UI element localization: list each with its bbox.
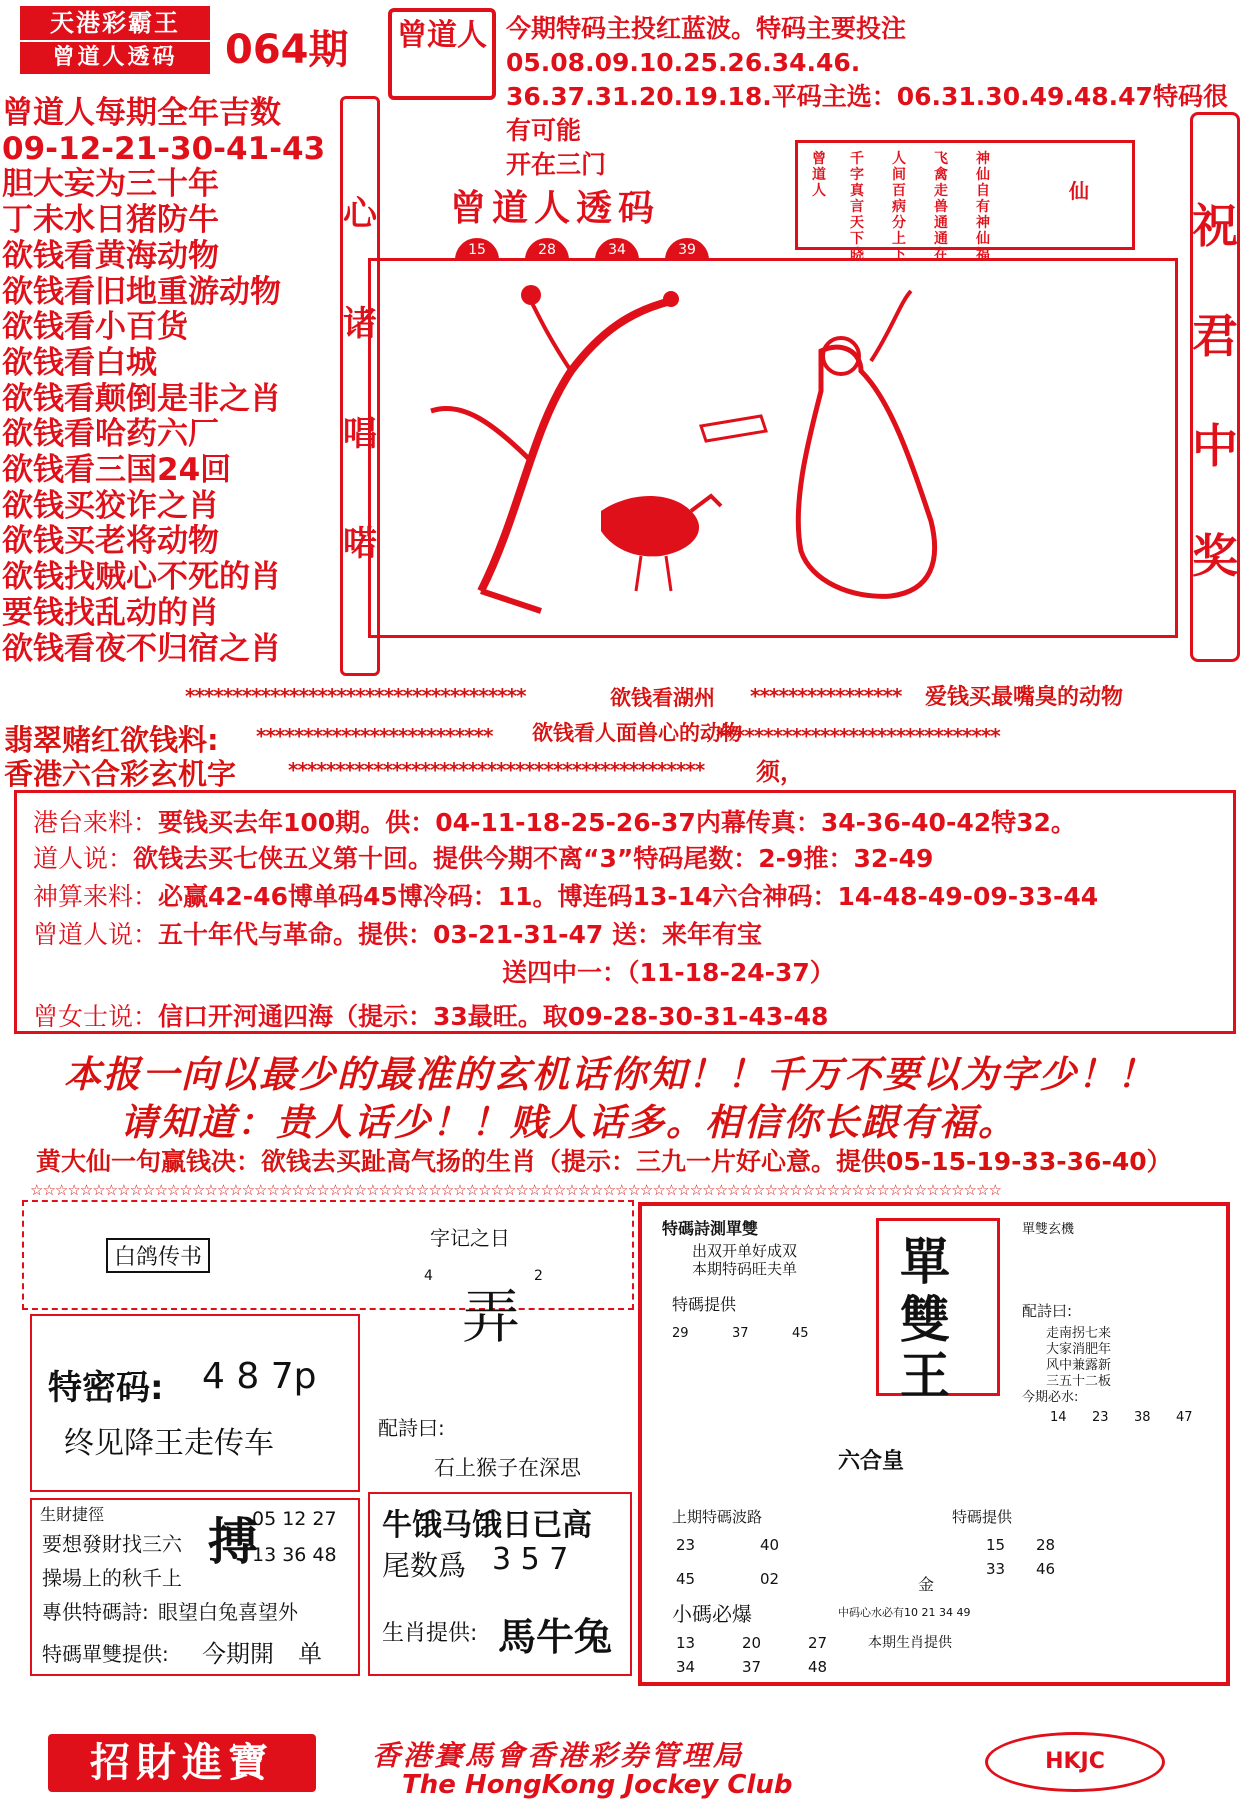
peishi-label: 配詩曰: — [378, 1416, 445, 1440]
picture-box — [368, 258, 1178, 638]
slogan-line2: 请知道：贵人话少！！贱人话多。相信你长跟有福。 — [120, 1101, 1017, 1144]
bo-row: 13 36 48 — [252, 1544, 337, 1566]
left-tip: 欲钱买狡诈之肖 — [2, 487, 219, 524]
info-label: 港台来料： — [33, 808, 159, 837]
left-tip: 欲钱买老将动物 — [2, 523, 219, 560]
br-tema-label: 特碼提供 — [672, 1295, 737, 1314]
info-value: 信口开河通四海（提示：33最旺。取09-28-30-31-43-48 — [158, 1002, 829, 1031]
info-line — [33, 839, 933, 875]
special-poem-label: 專供特碼詩: — [42, 1600, 149, 1624]
zi-num-right: 2 — [534, 1268, 543, 1284]
special-poem: 眼望白兔喜望外 — [158, 1600, 298, 1624]
stars-row: **************** — [750, 684, 902, 708]
br-num: 29 — [672, 1326, 689, 1341]
stars-row: ************************* — [256, 724, 493, 748]
br-num: 13 — [676, 1634, 696, 1652]
poem-col: 神仙自有神仙福 — [976, 151, 990, 263]
br-num: 48 — [808, 1658, 828, 1676]
info-line — [33, 803, 1076, 839]
zi-num-left: 4 — [424, 1268, 433, 1284]
pole-char: 中 — [1192, 419, 1238, 473]
left-tip: 欲钱找贼心不死的肖 — [2, 559, 281, 596]
tema-label: 特密码: — [48, 1368, 164, 1408]
br-num: 23 — [1092, 1410, 1109, 1425]
info-value: 送四中一：（11-18-24-37） — [502, 958, 835, 987]
poem-col: 人间百病分上下 — [892, 151, 906, 263]
stars-text: 爱钱买最嘴臭的动物 — [925, 685, 1124, 710]
zi-title: 字记之日 — [430, 1226, 510, 1250]
shengxiao-label: 生肖提供: — [382, 1621, 478, 1646]
ball: 28 — [525, 238, 569, 260]
footer-en-name: The HongKong Jockey Club — [402, 1770, 793, 1800]
bottom-right-panel — [638, 1202, 1230, 1686]
left-tips-list — [2, 95, 326, 667]
big-character: 弄 — [462, 1283, 521, 1351]
info-value: 欲钱去买七侠五义第十回。提供今期不离“3”特码尾数：2-9推：32-49 — [133, 844, 934, 873]
pole-char: 心 — [343, 194, 377, 234]
picture-balls — [455, 238, 735, 260]
br-num: 40 — [760, 1536, 780, 1554]
left-tip: 欲钱看白城 — [2, 344, 157, 381]
info-line — [502, 953, 835, 989]
picture-poem — [795, 140, 1135, 263]
stars-row: ******************************************** — [288, 758, 705, 782]
box-title: 白鸽传书 — [106, 1238, 210, 1273]
poem-col: 飞禽走兽通通在 — [934, 151, 948, 263]
br-xiaoma-nums: 中码心水必有10 21 34 49 — [838, 1606, 971, 1619]
left-tip: 要钱找乱动的肖 — [2, 594, 219, 631]
left-tip: 胆大妄为三十年 — [2, 166, 219, 203]
info-line — [33, 997, 828, 1033]
left-tip: 欲钱看颠倒是非之肖 — [2, 380, 281, 417]
poem-col: 仙 — [1069, 179, 1089, 203]
shengxiao-value: 馬牛兔 — [498, 1615, 613, 1659]
feicui-label: 翡翠赌红欲钱料: — [4, 723, 219, 757]
decorative-border: ☆☆☆☆☆☆☆☆☆☆☆☆☆☆☆☆☆☆☆☆☆☆☆☆☆☆☆☆☆☆☆☆☆☆☆☆☆☆☆☆☆☆☆☆☆☆☆☆☆☆☆☆☆☆☆☆☆☆☆☆☆☆☆☆☆☆☆☆☆☆☆☆☆☆☆☆☆☆ — [30, 1182, 1001, 1198]
pole-char: 喏 — [343, 524, 377, 564]
danshuang-value: 今期開 单 — [202, 1640, 322, 1668]
br-num: 47 — [1176, 1410, 1193, 1425]
king-char: 單 — [900, 1233, 950, 1291]
stars-row: ****************************** — [716, 724, 1000, 748]
shengcai-title: 生財捷徑 — [40, 1505, 105, 1524]
br-num: 27 — [808, 1634, 828, 1652]
br-title: 特碼詩測單雙 — [662, 1219, 759, 1238]
seal-stamp: 曾道人 — [388, 8, 496, 100]
poem-col: 千字真言天下晓 — [850, 151, 864, 263]
br-lhh: 六合皇 — [838, 1449, 905, 1474]
tema-poem: 终见降王走传车 — [64, 1426, 274, 1461]
stars-row: ************************************ — [185, 684, 526, 708]
br-num: 37 — [742, 1658, 762, 1676]
info-value: 要钱买去年100期。供：04-11-18-25-26-37内幕传真：34-36-40-42特32。 — [158, 808, 1076, 837]
br-num: 28 — [1036, 1536, 1056, 1554]
ball: 39 — [665, 238, 709, 260]
weishu-label: 尾数爲 — [382, 1549, 467, 1582]
left-tip: 09-12-21-30-41-43 — [2, 130, 326, 167]
king-char: 雙 — [900, 1291, 950, 1349]
left-tip: 欲钱看三国24回 — [2, 452, 232, 489]
header-logo — [20, 6, 210, 76]
br-right-poem: 大家消肥年 — [1046, 1342, 1112, 1357]
br-shangqi: 上期特碼波路 — [672, 1508, 763, 1526]
br-num: 45 — [676, 1570, 696, 1588]
issue-number: 064期 — [225, 27, 349, 73]
footer-cn-name: 香港賽馬會香港彩券管理局 — [372, 1739, 745, 1772]
huang-daxian-tip: 黄大仙一句赢钱决：欲钱去买趾高气扬的生肖（提示：三九一片好心意。提供05-15-19-33-36-40） — [36, 1147, 1172, 1176]
info-label: 道人说： — [33, 844, 134, 873]
header-logo-line2: 曾道人透码 — [20, 42, 210, 74]
br-right-poem: 走南拐七来 — [1046, 1326, 1112, 1341]
left-tip: 曾道人每期全年吉数 — [2, 95, 281, 131]
header-text-line2: 36.37.31.20.19.18.平码主选：06.31.30.49.48.47特码很有可能 — [506, 82, 1228, 145]
info-line — [33, 915, 762, 951]
info-value: 必赢42-46博单码45博冷码：11。博连码13-14六合神码：14-48-49-09-33-44 — [158, 882, 1099, 911]
rich-line: 操場上的秋千上 — [42, 1566, 182, 1590]
br-num: 37 — [732, 1326, 749, 1341]
header-text-line3: 开在三门 — [506, 150, 607, 179]
br-num: 45 — [792, 1326, 809, 1341]
br-num: 20 — [742, 1634, 762, 1652]
poem-col: 曾道人 — [812, 151, 826, 199]
br-peishi: 配詩曰: — [1022, 1302, 1073, 1320]
br-right-poem: 三五十二板 — [1046, 1374, 1112, 1389]
niu-line: 牛饿马饿日已高 — [382, 1508, 592, 1543]
footer-left-logo: 招財進寶 — [48, 1734, 316, 1792]
br-shengxiao-tigong: 本期生肖提供 — [868, 1635, 952, 1651]
header-text-line1: 今期特码主投红蓝波。特码主要投注05.08.09.10.25.26.34.46. — [506, 14, 907, 77]
picture-title: 曾道人透码 — [450, 188, 661, 229]
br-num: 02 — [760, 1570, 780, 1588]
br-num: 33 — [986, 1560, 1006, 1578]
br-right-title: 單雙玄機 — [1022, 1222, 1075, 1237]
br-num: 15 — [986, 1536, 1006, 1554]
xianggang-label: 香港六合彩玄机字 — [4, 757, 237, 791]
bottom-left-panel — [22, 1200, 632, 1680]
slogan-line1: 本报一向以最少的最准的玄机话你知！！千万不要以为字少！！ — [64, 1053, 1156, 1096]
danshuang-label: 特碼單雙提供: — [42, 1642, 169, 1666]
pole-char: 祝 — [1192, 199, 1238, 253]
bo-character: 搏 — [208, 1513, 258, 1571]
footer-right-logo: HKJC — [985, 1732, 1165, 1792]
info-box — [14, 790, 1236, 1034]
br-bixu: 今期必水: — [1022, 1390, 1079, 1405]
br-num: 14 — [1050, 1410, 1067, 1425]
stars-text: 欲钱看湖州 — [610, 686, 715, 710]
tema-value: 4 8 7p — [202, 1356, 317, 1397]
ball: 15 — [455, 238, 499, 260]
peishi-value: 石上猴子在深思 — [434, 1456, 581, 1480]
king-char: 王 — [900, 1347, 950, 1405]
left-tip: 欲钱看黄海动物 — [2, 237, 219, 274]
info-line — [33, 877, 1098, 913]
info-label: 曾道人说： — [33, 920, 159, 949]
pole-char: 诸 — [343, 304, 377, 344]
br-right-poem: 风中兼露新 — [1046, 1358, 1112, 1373]
info-value: 五十年代与革命。提供：03-21-31-47 送：来年有宝 — [158, 920, 763, 949]
left-tip: 欲钱看夜不归宿之肖 — [2, 630, 281, 667]
br-jin: 金 — [918, 1575, 935, 1594]
pole-char: 君 — [1192, 309, 1238, 363]
br-num: 46 — [1036, 1560, 1056, 1578]
weishu-value: 3 5 7 — [492, 1542, 569, 1577]
br-num: 38 — [1134, 1410, 1151, 1425]
br-tema-tigong: 特碼提供 — [952, 1508, 1013, 1526]
br-poem: 出双开单好成双 — [692, 1242, 798, 1260]
left-tip: 欲钱看旧地重游动物 — [2, 273, 281, 310]
bo-row: 05 12 27 — [252, 1508, 337, 1530]
left-tip: 欲钱看小百货 — [2, 309, 188, 346]
info-label: 神算来料： — [33, 882, 159, 911]
br-num: 23 — [676, 1536, 696, 1554]
stars-text: 欲钱看人面兽心的动物 — [532, 721, 742, 745]
stars-text: 须， — [756, 758, 804, 786]
header-logo-line1: 天港彩霸王 — [20, 6, 210, 40]
pole-char: 唱 — [343, 414, 377, 454]
info-label: 曾女士说： — [33, 1002, 159, 1031]
illustration-sage-and-rooster — [371, 261, 1175, 635]
rich-line: 要想發財找三六 — [42, 1532, 182, 1556]
left-tip: 丁未水日猪防牛 — [2, 202, 219, 239]
scroll-right-pole — [1180, 112, 1246, 672]
pole-char: 奖 — [1192, 529, 1238, 583]
br-poem: 本期特码旺夫单 — [692, 1260, 798, 1278]
ball: 34 — [595, 238, 639, 260]
br-num: 34 — [676, 1658, 696, 1676]
br-xiaoma: 小碼必爆 — [672, 1602, 752, 1626]
left-tip: 欲钱看哈药六厂 — [2, 416, 219, 453]
